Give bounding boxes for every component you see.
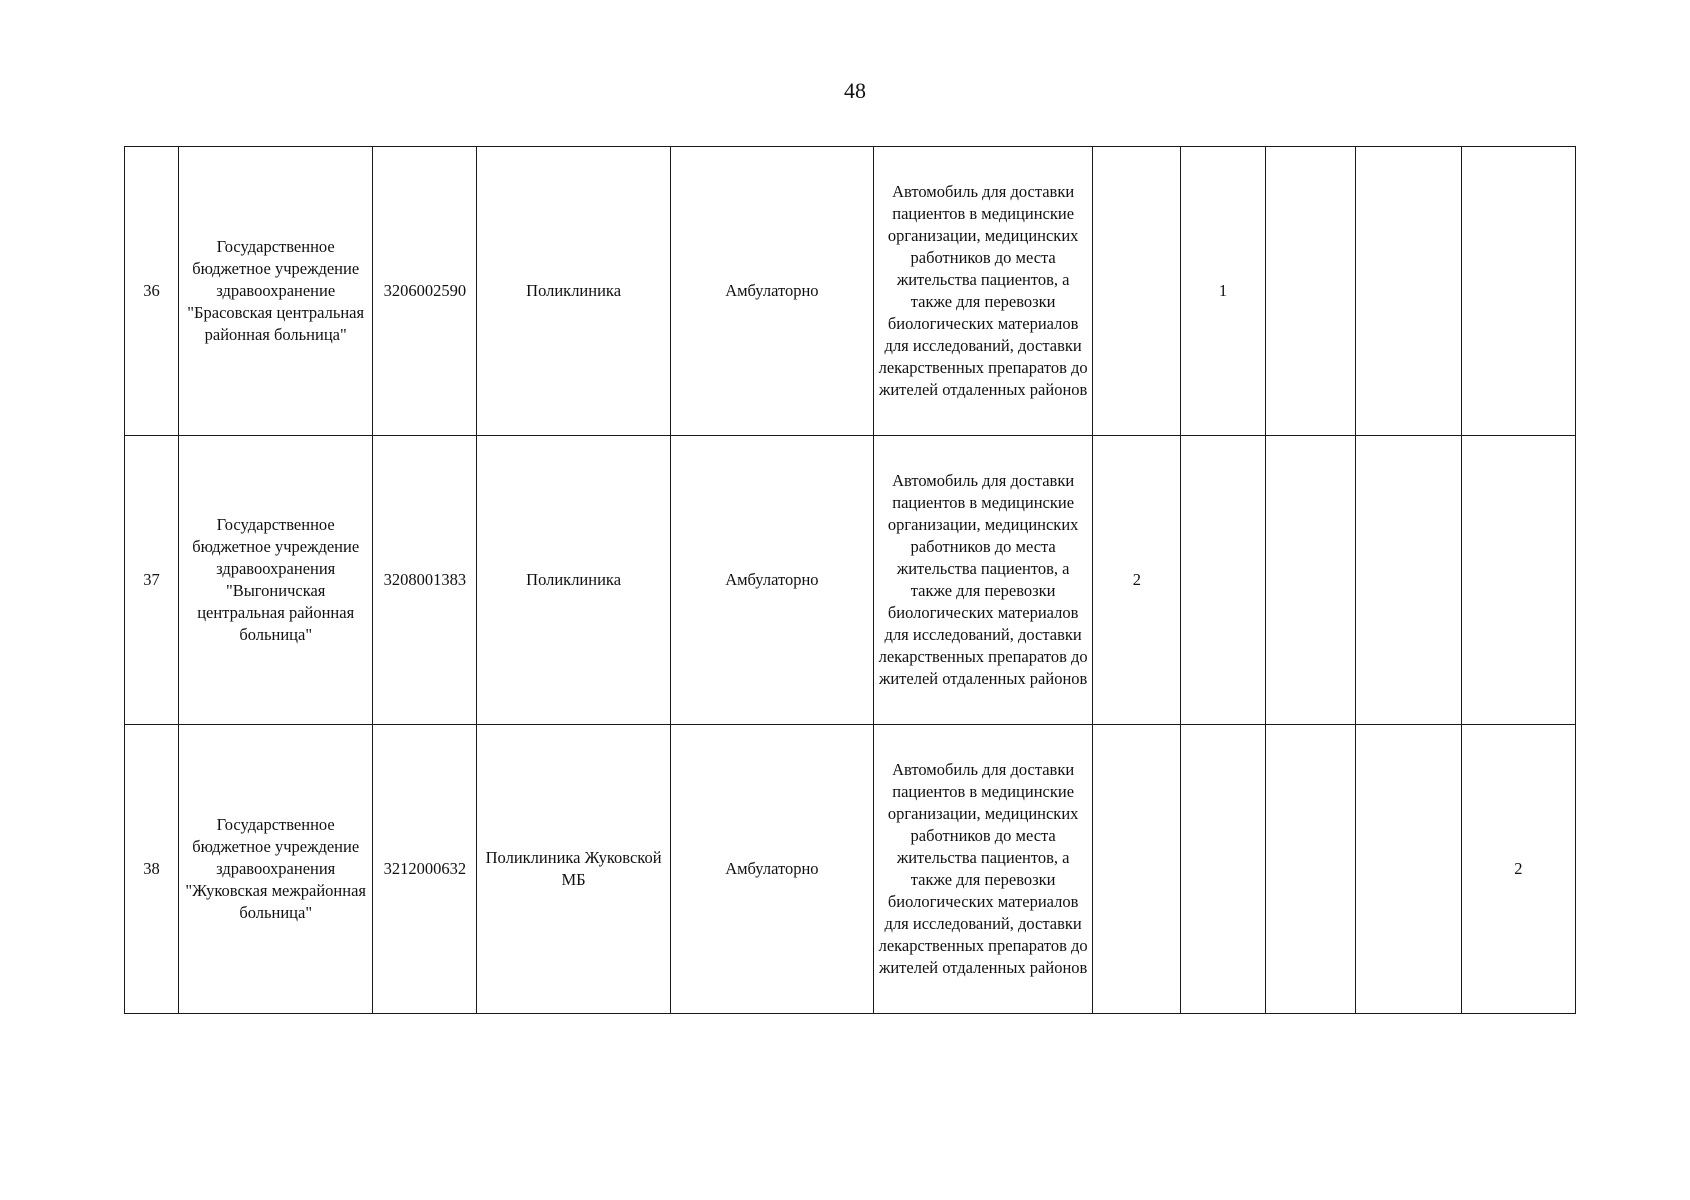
organization-cell: Государственное бюджетное учреждение здравоохранения "Выгоничская центральная районная больница"	[179, 436, 373, 725]
quantity-cell-8	[1181, 725, 1265, 1014]
unit-cell: Поликлиника	[477, 147, 670, 436]
quantity-cell-7	[1093, 147, 1181, 436]
quantity-cell-8: 1	[1181, 147, 1265, 436]
page-number: 48	[844, 78, 866, 103]
care-conditions-cell: Амбулаторно	[670, 436, 873, 725]
quantity-cell-9	[1265, 147, 1355, 436]
quantity-cell-11: 2	[1461, 725, 1575, 1014]
inn-cell: 3206002590	[373, 147, 477, 436]
quantity-cell-9	[1265, 725, 1355, 1014]
row-number-cell: 38	[125, 725, 179, 1014]
vehicle-purpose-cell: Автомобиль для доставки пациентов в медицинские организации, медицинских работников до места жительства пациентов, а также для перевозки биологических материалов для исследований, доставки лекарственных препаратов до жителей отдаленных районов	[874, 147, 1093, 436]
row-number-cell: 36	[125, 147, 179, 436]
quantity-cell-7	[1093, 725, 1181, 1014]
unit-cell: Поликлиника Жуковской МБ	[477, 725, 670, 1014]
quantity-cell-11	[1461, 436, 1575, 725]
inn-cell: 3208001383	[373, 436, 477, 725]
registry-table	[124, 146, 1576, 1014]
quantity-cell-11	[1461, 147, 1575, 436]
row-number-cell: 37	[125, 436, 179, 725]
care-conditions-cell: Амбулаторно	[670, 147, 873, 436]
quantity-cell-10	[1355, 725, 1461, 1014]
table-row	[125, 436, 1576, 725]
table-row	[125, 725, 1576, 1014]
table-row	[125, 147, 1576, 436]
vehicle-purpose-cell: Автомобиль для доставки пациентов в медицинские организации, медицинских работников до места жительства пациентов, а также для перевозки биологических материалов для исследований, доставки лекарственных препаратов до жителей отдаленных районов	[874, 725, 1093, 1014]
unit-cell: Поликлиника	[477, 436, 670, 725]
organization-cell: Государственное бюджетное учреждение здравоохранения "Жуковская межрайонная больница"	[179, 725, 373, 1014]
inn-cell: 3212000632	[373, 725, 477, 1014]
organization-cell: Государственное бюджетное учреждение здравоохранение "Брасовская центральная районная больница"	[179, 147, 373, 436]
quantity-cell-8	[1181, 436, 1265, 725]
quantity-cell-10	[1355, 436, 1461, 725]
vehicle-purpose-cell: Автомобиль для доставки пациентов в медицинские организации, медицинских работников до места жительства пациентов, а также для перевозки биологических материалов для исследований, доставки лекарственных препаратов до жителей отдаленных районов	[874, 436, 1093, 725]
care-conditions-cell: Амбулаторно	[670, 725, 873, 1014]
quantity-cell-7: 2	[1093, 436, 1181, 725]
quantity-cell-10	[1355, 147, 1461, 436]
quantity-cell-9	[1265, 436, 1355, 725]
